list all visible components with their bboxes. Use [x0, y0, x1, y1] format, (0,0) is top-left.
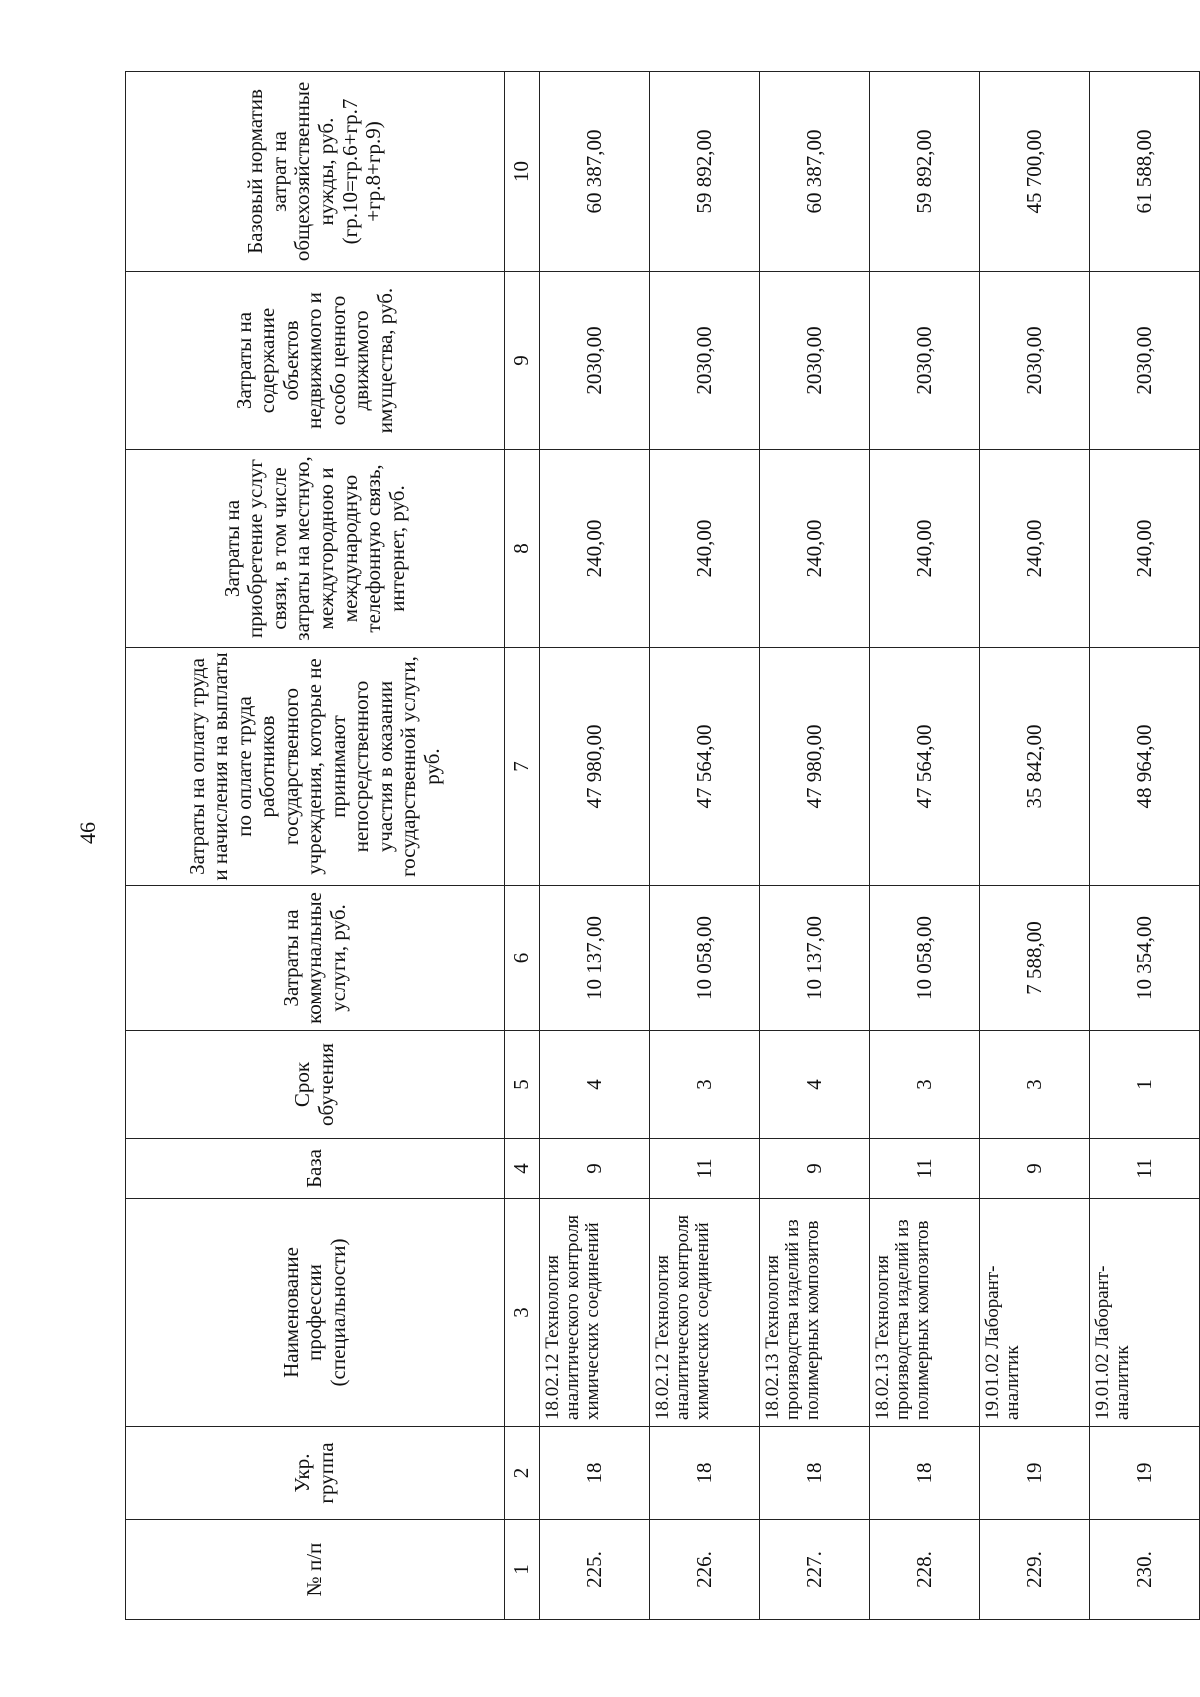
cost-norms-table: [125, 71, 1200, 1620]
table-row: [540, 72, 650, 1620]
header-row: [126, 72, 505, 1620]
table-row: [1090, 72, 1200, 1620]
column-number: 10: [505, 72, 540, 272]
header-cell: Затраты на содержание объектов недвижимого и особо ценного движимого имущества, руб.: [126, 272, 505, 450]
column-number: 8: [505, 450, 540, 648]
property-cost: 2030,00: [650, 272, 760, 450]
group-code: 18: [540, 1427, 650, 1520]
row-number: 227.: [760, 1520, 870, 1620]
property-cost: 2030,00: [760, 272, 870, 450]
profession-name: 19.01.02 Лаборант-аналитик: [980, 1199, 1090, 1427]
group-code: 19: [1090, 1427, 1200, 1520]
base-norm-total: 59 892,00: [870, 72, 980, 272]
row-number: 230.: [1090, 1520, 1200, 1620]
study-period: 3: [650, 1031, 760, 1139]
property-cost: 2030,00: [1090, 272, 1200, 450]
table-row: [870, 72, 980, 1620]
group-code: 18: [760, 1427, 870, 1520]
column-number: 2: [505, 1427, 540, 1520]
base-norm-total: 45 700,00: [980, 72, 1090, 272]
labor-cost: 47 564,00: [650, 648, 760, 886]
row-number: 229.: [980, 1520, 1090, 1620]
labor-cost: 47 564,00: [870, 648, 980, 886]
labor-cost: 47 980,00: [540, 648, 650, 886]
utilities-cost: 10 354,00: [1090, 886, 1200, 1031]
base-norm-total: 61 588,00: [1090, 72, 1200, 272]
profession-name: 18.02.13 Технология производства изделий из полимерных композитов: [870, 1199, 980, 1427]
profession-name: 18.02.13 Технология производства изделий из полимерных композитов: [760, 1199, 870, 1427]
profession-name: 19.01.02 Лаборант-аналитик: [1090, 1199, 1200, 1427]
communication-cost: 240,00: [980, 450, 1090, 648]
table-row: [980, 72, 1090, 1620]
profession-name: 18.02.12 Технология аналитического контроля химических соединений: [540, 1199, 650, 1427]
column-number: 9: [505, 272, 540, 450]
header-cell: Затраты на коммунальные услуги, руб.: [126, 886, 505, 1031]
study-period: 1: [1090, 1031, 1200, 1139]
labor-cost: 48 964,00: [1090, 648, 1200, 886]
communication-cost: 240,00: [760, 450, 870, 648]
base: 9: [760, 1139, 870, 1199]
communication-cost: 240,00: [870, 450, 980, 648]
group-code: 19: [980, 1427, 1090, 1520]
study-period: 3: [870, 1031, 980, 1139]
table-row: [650, 72, 760, 1620]
header-cell: Затраты на оплату труда и начисления на выплаты по оплате труда работников государственного учреждения, которые не принимают непосредственного участия в оказании государственной услуги, руб.: [126, 648, 505, 886]
communication-cost: 240,00: [1090, 450, 1200, 648]
property-cost: 2030,00: [540, 272, 650, 450]
base-norm-total: 60 387,00: [540, 72, 650, 272]
header-cell: Затраты на приобретение услуг связи, в том числе затраты на местную, междугородною и международную телефонную связь, интернет, руб.: [126, 450, 505, 648]
header-cell: База: [126, 1139, 505, 1199]
table-body: [540, 72, 1200, 1620]
column-number: 5: [505, 1031, 540, 1139]
communication-cost: 240,00: [650, 450, 760, 648]
communication-cost: 240,00: [540, 450, 650, 648]
utilities-cost: 10 058,00: [650, 886, 760, 1031]
column-number: 4: [505, 1139, 540, 1199]
row-number: 225.: [540, 1520, 650, 1620]
study-period: 4: [540, 1031, 650, 1139]
property-cost: 2030,00: [980, 272, 1090, 450]
group-code: 18: [870, 1427, 980, 1520]
base: 11: [650, 1139, 760, 1199]
base-norm-total: 60 387,00: [760, 72, 870, 272]
study-period: 4: [760, 1031, 870, 1139]
profession-name: 18.02.12 Технология аналитического контроля химических соединений: [650, 1199, 760, 1427]
row-number: 228.: [870, 1520, 980, 1620]
base: 9: [540, 1139, 650, 1199]
base: 11: [1090, 1139, 1200, 1199]
table-row: [760, 72, 870, 1620]
labor-cost: 47 980,00: [760, 648, 870, 886]
cost-norms-table-rotated: [125, 72, 1156, 1620]
page-number: 46: [75, 822, 100, 844]
column-number: 6: [505, 886, 540, 1031]
header-cell: Наименование профессии (специальности): [126, 1199, 505, 1427]
header-cell: № п/п: [126, 1520, 505, 1620]
column-number: 7: [505, 648, 540, 886]
header-cell: Базовый норматив затрат на общехозяйственные нужды, руб. (гр.10=гр.6+гр.7 +гр.8+гр.9): [126, 72, 505, 272]
study-period: 3: [980, 1031, 1090, 1139]
utilities-cost: 10 058,00: [870, 886, 980, 1031]
header-cell: Укр. группа: [126, 1427, 505, 1520]
base-norm-total: 59 892,00: [650, 72, 760, 272]
group-code: 18: [650, 1427, 760, 1520]
utilities-cost: 10 137,00: [540, 886, 650, 1031]
base: 9: [980, 1139, 1090, 1199]
header-cell: Срок обучения: [126, 1031, 505, 1139]
utilities-cost: 10 137,00: [760, 886, 870, 1031]
labor-cost: 35 842,00: [980, 648, 1090, 886]
base: 11: [870, 1139, 980, 1199]
column-number: 1: [505, 1520, 540, 1620]
utilities-cost: 7 588,00: [980, 886, 1090, 1031]
row-number: 226.: [650, 1520, 760, 1620]
column-number: 3: [505, 1199, 540, 1427]
property-cost: 2030,00: [870, 272, 980, 450]
column-number-row: [505, 72, 540, 1620]
